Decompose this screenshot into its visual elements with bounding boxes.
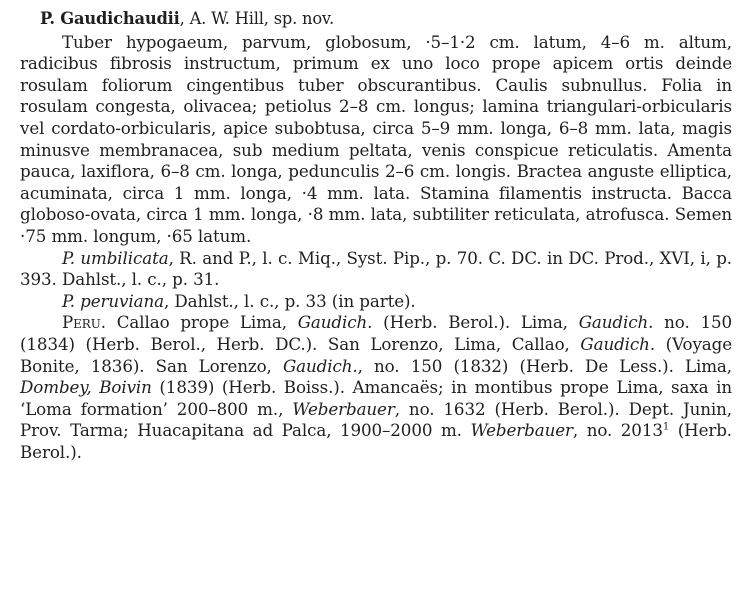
latin-description: Tuber hypogaeum, parvum, globosum, ·5–1·2 cm. latum, 4–6 m. altum, radicibus fibrosis instructum, primum ex uno loco prope apicem ortis deinde rosulam foliorum cingentibus tuber obscurantibus. Caulis subnullus. Folia in rosulam congesta, olivacea; petiolus 2–8 cm. longus; lamina triangulari-orbicularis vel cordato-orbicularis, apice subobtusa, circa 5–9 mm. longa, 6–8 mm. lata, magis minusve membranacea, sub medium peltata, venis conspicue reticulatis. Amenta pauca, laxiflora, 6–8 cm. longa, pedunculis 2–6 cm. longis. Bractea anguste elliptica, acuminata, circa 1 mm. longa, ·4 mm. lata. Stamina filamentis instructa. Bacca globoso-ovata, circa 1 mm. longa, ·8 mm. lata, subtiliter reticulata, atrofusca. Semen ·75 mm. longum, ·65 latum. — [20, 31, 732, 246]
specimen-text: (1839) (Herb. Boiss.). Amancaës; in montibus prope Lima, saxa in ‘Loma formation’ 200–800 m., — [20, 377, 733, 419]
collector-name: Gaudich. — [282, 355, 358, 376]
specimen-text: , no. 2013 — [572, 420, 663, 441]
collector-name: Gaudich. — [580, 333, 656, 354]
specimen-list — [20, 312, 732, 463]
collector-name: Gaudich. — [297, 312, 373, 333]
footnote-marker: 1 — [662, 421, 670, 433]
synonym-name: P. peruviana — [62, 290, 164, 311]
collector-name: Gaudich. — [578, 312, 654, 333]
specimen-text: (Herb. Berol.). — [20, 420, 733, 462]
collector-name: Weberbauer — [470, 420, 573, 441]
species-name: P. Gaudichaudii — [40, 9, 180, 28]
specimen-text: (Herb. Berol.). Lima, — [372, 312, 579, 333]
specimen-text: (Voyage Bonite, 1836). San Lorenzo, — [20, 333, 732, 376]
specimen-text: no. 150 (1834) (Herb. Berol., Herb. DC.). San Lorenzo, Lima, Callao, — [20, 312, 732, 354]
synonym-citation: , Dahlst., l. c., p. 33 (in parte). — [163, 290, 416, 311]
synonym-umbilicata — [20, 248, 732, 291]
specimen-text: , no. 1632 (Herb. Berol.). Dept. Junin, Prov. Tarma; Huacapitana ad Palca, 1900–2000 m. — [20, 398, 732, 441]
specimen-text: Callao prope Lima, — [105, 312, 298, 333]
synonym-citation: , R. and P., l. c. Miq., Syst. Pip., p. 70. C. DC. in DC. Prod., XVI, i, p. 393. Dahlst., l. c., p. 31. — [20, 247, 732, 290]
collector-name: Weberbauer — [292, 398, 395, 419]
species-authority: , A. W. Hill, sp. nov. — [179, 9, 334, 28]
species-heading — [40, 8, 732, 30]
specimen-text: , no. 150 (1832) (Herb. De Less.). Lima, — [357, 355, 732, 376]
synonym-name: P. umbilicata — [62, 247, 169, 268]
synonym-peruviana — [20, 291, 732, 313]
region-label: Peru. — [62, 312, 106, 333]
collector-name: Dombey, Boivin — [20, 377, 152, 398]
